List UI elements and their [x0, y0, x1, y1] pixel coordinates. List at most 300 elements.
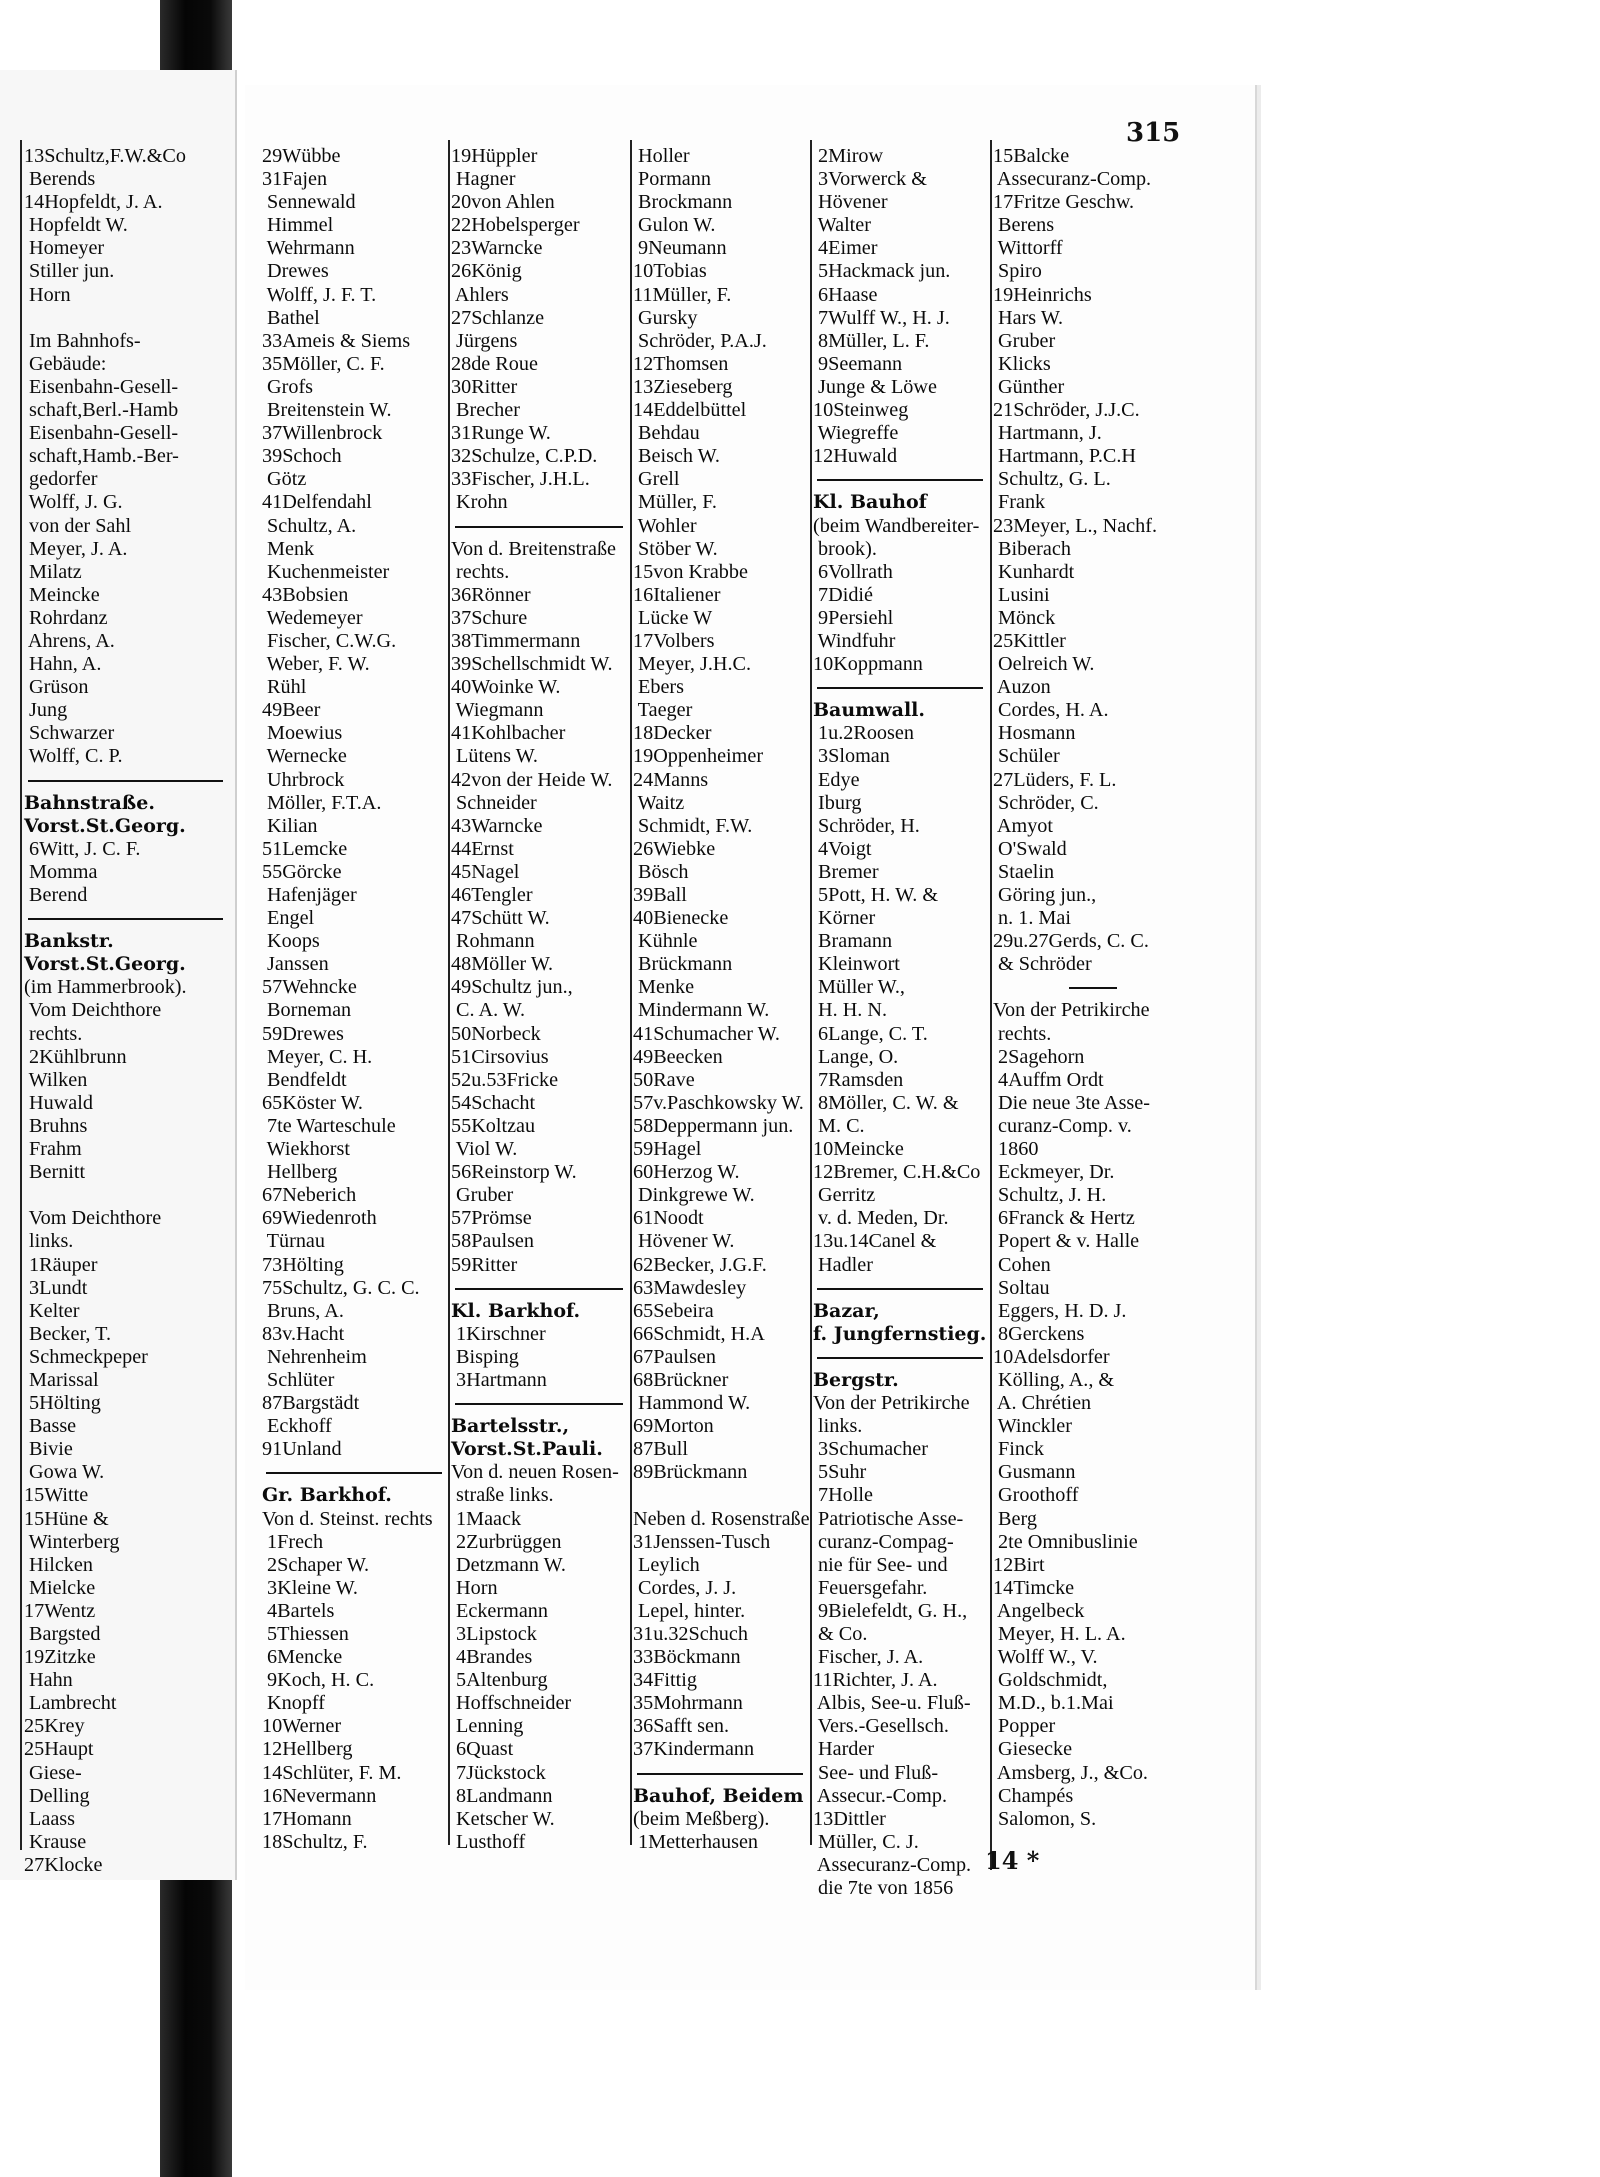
directory-entry: A. Chrétien: [993, 1392, 1092, 1415]
directory-entry: Bivie: [24, 1438, 73, 1461]
street-heading: Bankstr.: [24, 930, 114, 953]
directory-entry: 9Persiehl: [813, 606, 894, 629]
directory-entry: Stiller jun.: [24, 260, 115, 283]
directory-entry: Gusmann: [993, 1461, 1076, 1484]
directory-entry: Wiekhorst: [262, 1138, 350, 1161]
directory-entry: Meyer, J. A.: [24, 537, 128, 560]
directory-column: [24, 145, 229, 1876]
directory-entry: Schüler: [993, 745, 1060, 768]
directory-entry: 63Mawdesley: [633, 1276, 747, 1299]
directory-entry: 3Vorwerck &: [813, 168, 927, 191]
directory-entry: 33Fischer, J.H.L.: [451, 468, 590, 491]
directory-entry: 12Hellberg: [262, 1738, 353, 1761]
directory-entry: Meyer, J.H.C.: [633, 653, 752, 676]
directory-entry: 5Suhr: [813, 1461, 867, 1484]
directory-entry: 5Altenburg: [451, 1669, 548, 1692]
directory-entry: 26Wiebke: [633, 837, 716, 860]
directory-entry: Beisch W.: [633, 445, 720, 468]
directory-entry: Hahn: [24, 1669, 73, 1692]
directory-entry: 49Schultz jun.,: [451, 976, 573, 999]
directory-entry: curanz-Comp. v.: [993, 1114, 1132, 1137]
directory-entry: 9Neumann: [633, 237, 727, 260]
directory-entry: Harder: [813, 1738, 875, 1761]
directory-entry: 20von Ahlen: [451, 191, 555, 214]
directory-entry: Auzon: [993, 676, 1051, 699]
directory-entry: Ahrens, A.: [24, 629, 115, 652]
directory-entry: Brockmann: [633, 191, 733, 214]
directory-entry: 57v.Paschkowsky W.: [633, 1091, 804, 1114]
short-divider: [993, 976, 1193, 999]
directory-entry: Müller, F.: [633, 491, 717, 514]
directory-entry: 21Schröder, J.J.C.: [993, 399, 1140, 422]
directory-entry: 57Prömse: [451, 1207, 532, 1230]
directory-column: [451, 145, 629, 1853]
street-heading: Bartelsstr.,: [451, 1415, 570, 1438]
directory-entry: 16Nevermann: [262, 1784, 377, 1807]
directory-entry: 10Werner: [262, 1715, 342, 1738]
directory-entry: 7te Warteschule: [262, 1114, 396, 1137]
directory-entry: Popper: [993, 1715, 1056, 1738]
directory-entry: Krohn: [451, 491, 508, 514]
directory-entry: Lücke W: [633, 606, 713, 629]
directory-entry: 22Hobelsperger: [451, 214, 580, 237]
directory-entry: Grüson: [24, 676, 89, 699]
directory-entry: 62Becker, J.G.F.: [633, 1253, 767, 1276]
directory-entry: 1Frech: [262, 1530, 324, 1553]
street-heading: Gr. Barkhof.: [262, 1484, 392, 1507]
directory-entry: 31Fajen: [262, 168, 328, 191]
directory-entry: Becker, T.: [24, 1322, 112, 1345]
directory-entry: 12Thomsen: [633, 352, 729, 375]
directory-entry: 4Auffm Ordt: [993, 1068, 1104, 1091]
directory-entry: 87Bull: [633, 1438, 688, 1461]
directory-entry: 67Paulsen: [633, 1345, 716, 1368]
directory-entry: 44Ernst: [451, 837, 514, 860]
directory-entry: Kuchenmeister: [262, 560, 390, 583]
directory-entry: Horn: [24, 283, 71, 306]
directory-entry: Brückmann: [633, 953, 733, 976]
directory-entry: 4Bartels: [262, 1599, 335, 1622]
directory-entry: Hövener: [813, 191, 888, 214]
directory-entry: Hövener W.: [633, 1230, 735, 1253]
directory-entry: 45Nagel: [451, 860, 520, 883]
directory-entry: Wernecke: [262, 745, 347, 768]
directory-entry: 26König: [451, 260, 522, 283]
directory-entry: Behdau: [633, 422, 700, 445]
directory-entry: (beim Wandbereiter-: [813, 514, 980, 537]
directory-entry: 1u.2Roosen: [813, 722, 914, 745]
section-divider: [633, 1762, 809, 1785]
directory-entry: 19Zitzke: [24, 1646, 96, 1669]
directory-entry: Menke: [633, 976, 695, 999]
directory-entry: Wolff, J. G.: [24, 491, 123, 514]
directory-entry: Kunhardt: [993, 560, 1075, 583]
column-divider: [448, 140, 450, 1845]
directory-entry: Assecuranz-Comp.: [993, 168, 1152, 191]
directory-entry: 65Köster W.: [262, 1091, 363, 1114]
directory-entry: Walter: [813, 214, 871, 237]
directory-entry: M. C.: [813, 1114, 865, 1137]
directory-entry: Marissal: [24, 1368, 99, 1391]
directory-entry: 11Richter, J. A.: [813, 1669, 938, 1692]
directory-entry: Rohrdanz: [24, 606, 108, 629]
directory-entry: Himmel: [262, 214, 334, 237]
directory-entry: 6Witt, J. C. F.: [24, 837, 141, 860]
directory-entry: Lenning: [451, 1715, 524, 1738]
directory-entry: Angelbeck: [993, 1599, 1085, 1622]
directory-entry: Rohmann: [451, 930, 535, 953]
directory-entry: Weber, F. W.: [262, 653, 370, 676]
directory-entry: 37Willenbrock: [262, 422, 383, 445]
street-heading: Vorst.St.Georg.: [24, 814, 186, 837]
street-heading: Bazar,: [813, 1299, 880, 1322]
directory-entry: rechts.: [24, 1022, 83, 1045]
directory-entry: Eggers, H. D. J.: [993, 1299, 1127, 1322]
directory-entry: 3Schumacher: [813, 1438, 928, 1461]
directory-column: [633, 145, 810, 1853]
column-divider: [810, 140, 812, 1845]
directory-entry: 6Lange, C. T.: [813, 1022, 928, 1045]
directory-entry: 5Hackmack jun.: [813, 260, 951, 283]
directory-entry: Lütens W.: [451, 745, 538, 768]
directory-entry: Popert & v. Halle: [993, 1230, 1140, 1253]
directory-entry: 7Didié: [813, 583, 873, 606]
directory-entry: Schlüter: [262, 1368, 335, 1391]
directory-entry: Breitenstein W.: [262, 399, 392, 422]
directory-entry: 9Bielefeldt, G. H.,: [813, 1599, 968, 1622]
directory-entry: Mielcke: [24, 1576, 96, 1599]
directory-entry: 3Kleine W.: [262, 1576, 358, 1599]
directory-entry: Schultz, G. L.: [993, 468, 1111, 491]
directory-entry: 17Volbers: [633, 629, 715, 652]
directory-entry: Taeger: [633, 699, 693, 722]
directory-entry: 31Runge W.: [451, 422, 551, 445]
directory-entry: 69Wiedenroth: [262, 1207, 377, 1230]
directory-entry: rechts.: [451, 560, 510, 583]
directory-entry: 6Mencke: [262, 1646, 343, 1669]
directory-entry: Hopfeldt W.: [24, 214, 128, 237]
directory-entry: Giese-: [24, 1761, 82, 1784]
directory-entry: Nehrenheim: [262, 1345, 367, 1368]
directory-entry: 38Timmermann: [451, 629, 581, 652]
directory-entry: Hammond W.: [633, 1392, 751, 1415]
directory-entry: Menk: [262, 537, 315, 560]
directory-entry: Wolff, C. P.: [24, 745, 123, 768]
directory-entry: 25Krey: [24, 1715, 85, 1738]
directory-entry: links.: [813, 1415, 863, 1438]
directory-entry: Die neue 3te Asse-: [993, 1091, 1150, 1114]
section-divider: [451, 515, 629, 538]
directory-entry: Von d. Steinst. rechts: [262, 1507, 433, 1530]
street-heading: f. Jungfernstieg.: [813, 1322, 987, 1345]
directory-entry: 41Schumacher W.: [633, 1022, 780, 1045]
directory-entry: die 7te von 1856: [813, 1877, 954, 1900]
directory-entry: Hosmann: [993, 722, 1076, 745]
directory-entry: Frank: [993, 491, 1046, 514]
directory-entry: Groothoff: [993, 1484, 1079, 1507]
directory-entry: Berens: [993, 214, 1055, 237]
signature-mark: 14 *: [985, 1846, 1040, 1875]
directory-entry: 1Maack: [451, 1507, 522, 1530]
directory-entry: 4Voigt: [813, 837, 872, 860]
directory-entry: 2Kühlbrunn: [24, 1045, 127, 1068]
directory-entry: 12Bremer, C.H.&Co: [813, 1161, 981, 1184]
directory-entry: 10Tobias: [633, 260, 707, 283]
directory-entry: 23Meyer, L., Nachf.: [993, 514, 1157, 537]
directory-entry: 13Dittler: [813, 1807, 886, 1830]
directory-entry: & Co.: [813, 1623, 868, 1645]
directory-entry: 31u.32Schuch: [633, 1623, 748, 1645]
directory-entry: 60Herzog W.: [633, 1161, 740, 1184]
directory-entry: 15Balcke: [993, 145, 1070, 167]
directory-entry: Borneman: [262, 999, 352, 1022]
directory-entry: 24Manns: [633, 768, 709, 791]
directory-entry: Spiro: [993, 260, 1042, 283]
directory-entry: Hartmann, J.: [993, 422, 1102, 445]
directory-entry: 35Mohrmann: [633, 1692, 743, 1715]
street-heading: Bahnstraße.: [24, 791, 155, 814]
directory-entry: nie für See- und: [813, 1553, 948, 1576]
directory-entry: 14Timcke: [993, 1576, 1075, 1599]
directory-entry: 6Haase: [813, 283, 878, 306]
directory-entry: Bisping: [451, 1345, 519, 1368]
directory-entry: 8Müller, L. F.: [813, 329, 930, 352]
directory-entry: Assecur.-Comp.: [813, 1784, 948, 1807]
directory-entry: 75Schultz, G. C. C.: [262, 1276, 420, 1299]
directory-entry: Frahm: [24, 1138, 82, 1161]
directory-entry: Hafenjäger: [262, 884, 357, 906]
directory-entry: 17Wentz: [24, 1599, 96, 1622]
directory-entry: Vers.-Gesellsch.: [813, 1715, 949, 1738]
directory-entry: 69Morton: [633, 1415, 714, 1438]
directory-entry: 39Schoch: [262, 445, 342, 468]
directory-entry: 14Schlüter, F. M.: [262, 1761, 402, 1784]
section-divider: [24, 769, 229, 792]
directory-entry: Holler: [633, 145, 690, 167]
section-divider: [24, 907, 229, 930]
directory-entry: C. A. W.: [451, 999, 526, 1022]
directory-entry: Wiegmann: [451, 699, 544, 722]
directory-entry: 2Zurbrüggen: [451, 1530, 562, 1553]
directory-entry: Schneider: [451, 791, 537, 814]
street-heading: Kl. Bauhof: [813, 491, 927, 514]
directory-entry: 19Heinrichs: [993, 283, 1092, 306]
directory-entry: Hahn, A.: [24, 653, 102, 676]
directory-entry: Salomon, S.: [993, 1807, 1097, 1830]
directory-entry: Gowa W.: [24, 1461, 105, 1484]
directory-entry: 1Metterhausen: [633, 1830, 759, 1853]
directory-entry: Wolff W., V.: [993, 1646, 1098, 1669]
directory-entry: 58Deppermann jun.: [633, 1114, 794, 1137]
directory-entry: 36Safft sen.: [633, 1715, 730, 1738]
directory-entry: 58Paulsen: [451, 1230, 534, 1253]
directory-entry: Müller W.,: [813, 976, 905, 999]
directory-entry: 48Möller W.: [451, 953, 554, 976]
directory-entry: 9Koch, H. C.: [262, 1669, 375, 1692]
section-divider: [813, 468, 989, 491]
directory-entry: Koops: [262, 930, 320, 953]
directory-entry: 33Ameis & Siems: [262, 329, 411, 352]
directory-entry: straße links.: [451, 1484, 554, 1507]
street-heading: Bergstr.: [813, 1368, 899, 1391]
directory-entry: 13Zieseberg: [633, 375, 733, 398]
directory-entry: 14Hopfeldt, J. A.: [24, 191, 163, 214]
directory-entry: 6Franck & Hertz: [993, 1207, 1135, 1230]
directory-entry: Pormann: [633, 168, 711, 191]
directory-entry: Wittorff: [993, 237, 1063, 260]
directory-entry: Giesecke: [993, 1738, 1073, 1761]
directory-entry: Wedemeyer: [262, 606, 363, 629]
directory-entry: 47Schütt W.: [451, 907, 550, 930]
directory-entry: Finck: [993, 1438, 1045, 1461]
directory-entry: 51Cirsovius: [451, 1045, 549, 1068]
directory-entry: Stöber W.: [633, 537, 718, 560]
directory-entry: Lepel, hinter.: [633, 1599, 746, 1622]
directory-entry: 56Reinstorp W.: [451, 1161, 577, 1184]
directory-entry: Horn: [451, 1576, 498, 1599]
directory-entry: 91Unland: [262, 1438, 342, 1461]
directory-entry: Schultz, A.: [262, 514, 357, 537]
directory-entry: Eisenbahn-Gesell-: [24, 375, 179, 398]
directory-column: [262, 145, 448, 1853]
directory-entry: Staelin: [993, 860, 1055, 883]
directory-entry: 2Schaper W.: [262, 1553, 370, 1576]
directory-entry: 10Koppmann: [813, 653, 923, 676]
directory-entry: 73Hölting: [262, 1253, 344, 1276]
directory-entry: 43Warncke: [451, 814, 543, 837]
directory-entry: 19Oppenheimer: [633, 745, 764, 768]
directory-entry: 87Bargstädt: [262, 1392, 360, 1415]
directory-entry: Meyer, H. L. A.: [993, 1623, 1126, 1645]
directory-entry: 1860: [993, 1138, 1039, 1161]
directory-entry: Schultz, J. H.: [993, 1184, 1107, 1207]
directory-entry: Gerritz: [813, 1184, 876, 1207]
directory-entry: Uhrbrock: [262, 768, 345, 791]
directory-entry: 16Italiener: [633, 583, 721, 606]
directory-entry: Moewius: [262, 722, 343, 745]
directory-entry: Schröder, C.: [993, 791, 1099, 814]
directory-entry: Gulon W.: [633, 214, 716, 237]
section-divider: [813, 1346, 989, 1369]
directory-entry: Von der Petrikirche: [993, 999, 1150, 1022]
directory-entry: Berg: [993, 1507, 1037, 1530]
directory-entry: 59Drewes: [262, 1022, 344, 1045]
directory-entry: 42von der Heide W.: [451, 768, 613, 791]
directory-entry: Albis, See-u. Fluß-: [813, 1692, 971, 1715]
directory-entry: Grell: [633, 468, 680, 491]
directory-entry: Gruber: [993, 329, 1056, 352]
directory-entry: 8Möller, C. W. &: [813, 1091, 959, 1114]
directory-entry: Neben d. Rosenstraße: [633, 1507, 810, 1530]
directory-entry: & Schröder: [993, 953, 1092, 976]
directory-entry: Wolff, J. F. T.: [262, 283, 377, 306]
directory-entry: Lusthoff: [451, 1830, 526, 1853]
directory-entry: Gebäude:: [24, 352, 107, 375]
directory-entry: 23Warncke: [451, 237, 543, 260]
directory-entry: Delling: [24, 1784, 90, 1807]
section-divider: [813, 1277, 989, 1300]
directory-entry: 18Schultz, F.: [262, 1830, 368, 1853]
directory-entry: 7Ramsden: [813, 1068, 904, 1091]
directory-entry: Bruhns: [24, 1114, 88, 1137]
directory-entry: Cohen: [993, 1253, 1051, 1276]
directory-entry: links.: [24, 1230, 74, 1253]
directory-entry: [24, 1184, 229, 1207]
directory-entry: 59Ritter: [451, 1253, 518, 1276]
column-divider: [20, 140, 22, 1850]
directory-entry: Bargsted: [24, 1623, 101, 1645]
directory-entry: 17Homann: [262, 1807, 352, 1830]
directory-entry: 66Schmidt, H.A: [633, 1322, 765, 1345]
directory-entry: 40Bienecke: [633, 907, 729, 930]
street-heading: Vorst.St.Pauli.: [451, 1438, 603, 1461]
directory-entry: 4Brandes: [451, 1646, 533, 1669]
directory-entry: 13Schultz,F.W.&Co: [24, 145, 186, 167]
street-heading: Vorst.St.Georg.: [24, 953, 186, 976]
directory-entry: Hoffschneider: [451, 1692, 572, 1715]
directory-entry: Klicks: [993, 352, 1051, 375]
directory-entry: 37Kindermann: [633, 1738, 755, 1761]
directory-entry: 43Bobsien: [262, 583, 349, 606]
section-divider: [813, 676, 989, 699]
directory-entry: Homeyer: [24, 237, 105, 260]
directory-entry: n. 1. Mai: [993, 907, 1071, 930]
directory-entry: 3Hartmann: [451, 1368, 547, 1391]
directory-entry: Türnau: [262, 1230, 325, 1253]
directory-entry: 27Klocke: [24, 1853, 103, 1876]
directory-entry: [633, 1484, 809, 1507]
directory-entry: 3Lundt: [24, 1276, 88, 1299]
directory-entry: curanz-Compag-: [813, 1530, 954, 1553]
directory-entry: 15Hüne &: [24, 1507, 109, 1530]
page-number: 315: [1126, 118, 1181, 148]
directory-entry: Kelter: [24, 1299, 80, 1322]
directory-entry: 27Lüders, F. L.: [993, 768, 1117, 791]
directory-entry: Cordes, J. J.: [633, 1576, 737, 1599]
directory-entry: 2Mirow: [813, 145, 884, 167]
directory-entry: Basse: [24, 1415, 77, 1438]
directory-entry: 49Beer: [262, 699, 321, 722]
directory-entry: 9Seemann: [813, 352, 903, 375]
directory-entry: Knopff: [262, 1692, 325, 1715]
directory-entry: Von d. neuen Rosen-: [451, 1461, 619, 1484]
directory-entry: 41Delfendahl: [262, 491, 372, 514]
directory-entry: 37Schure: [451, 606, 528, 629]
directory-entry: Sennewald: [262, 191, 356, 214]
directory-entry: 2te Omnibuslinie: [993, 1530, 1138, 1553]
directory-entry: Günther: [993, 375, 1065, 398]
directory-entry: Amyot: [993, 814, 1054, 837]
directory-entry: 8Gerckens: [993, 1322, 1085, 1345]
directory-entry: Mindermann W.: [633, 999, 770, 1022]
directory-entry: 6Quast: [451, 1738, 514, 1761]
directory-entry: Feuersgefahr.: [813, 1576, 928, 1599]
directory-entry: 17Fritze Geschw.: [993, 191, 1135, 214]
directory-entry: Waitz: [633, 791, 685, 814]
street-heading: Kl. Barkhof.: [451, 1299, 581, 1322]
column-divider: [990, 140, 992, 1870]
directory-entry: 46Tengler: [451, 884, 533, 906]
directory-entry: Schwarzer: [24, 722, 115, 745]
directory-entry: 89Brückmann: [633, 1461, 748, 1484]
directory-entry: Fischer, J. A.: [813, 1646, 924, 1669]
directory-entry: Junge & Löwe: [813, 375, 937, 398]
directory-entry: Kühnle: [633, 930, 698, 953]
directory-entry: v. d. Meden, Dr.: [813, 1207, 949, 1230]
directory-entry: Jung: [24, 699, 68, 722]
directory-entry: 12Huwald: [813, 445, 898, 468]
directory-entry: Engel: [262, 907, 315, 930]
